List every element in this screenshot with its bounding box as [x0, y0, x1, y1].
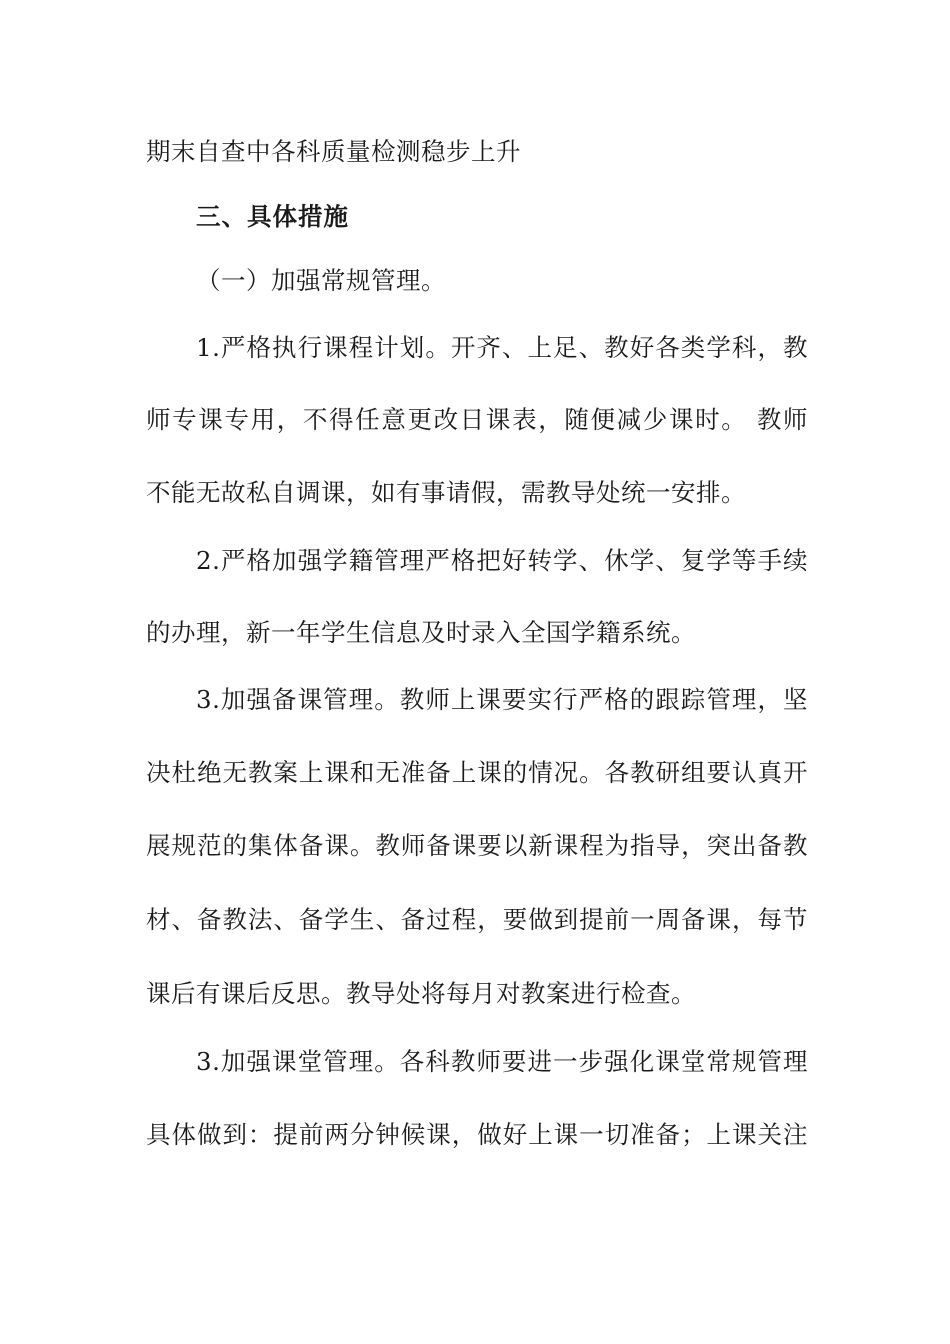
paragraph-3-line-1: 3.加强备课管理。教师上课要实行严格的跟踪管理，坚: [196, 685, 808, 714]
paragraph-4-line-2: 具体做到：提前两分钟候课，做好上课一切准备；上课关注: [146, 1120, 808, 1149]
subsection-heading: （一）加强常规管理。: [196, 266, 446, 295]
paragraph-3-line-3: 展规范的集体备课。教师备课要以新课程为指导，突出备教: [146, 831, 808, 860]
paragraph-1-line-1: 1.严格执行课程计划。开齐、上足、教好各类学科，教: [196, 333, 808, 362]
paragraph-3-line-2: 决杜绝无教案上课和无准备上课的情况。各教研组要认真开: [146, 758, 808, 787]
section-heading: 三、具体措施: [196, 202, 349, 231]
paragraph-1-line-3: 不能无故私自调课，如有事请假，需教导处统一安排。: [146, 478, 746, 507]
paragraph-4-line-1: 3.加强课堂管理。各科教师要进一步强化课堂常规管理: [196, 1047, 808, 1076]
paragraph-2-line-1: 2.严格加强学籍管理严格把好转学、休学、复学等手续: [196, 546, 808, 575]
paragraph-3-line-4: 材、备教法、备学生、备过程，要做到提前一周备课，每节: [146, 905, 808, 934]
text-line-continuation: 期末自查中各科质量检测稳步上升: [146, 137, 521, 166]
paragraph-2-line-2: 的办理，新一年学生信息及时录入全国学籍系统。: [146, 618, 696, 647]
paragraph-1-line-2: 师专课专用，不得任意更改日课表，随便减少课时。 教师: [146, 405, 808, 434]
paragraph-3-line-5: 课后有课后反思。教导处将每月对教案进行检查。: [146, 979, 696, 1008]
